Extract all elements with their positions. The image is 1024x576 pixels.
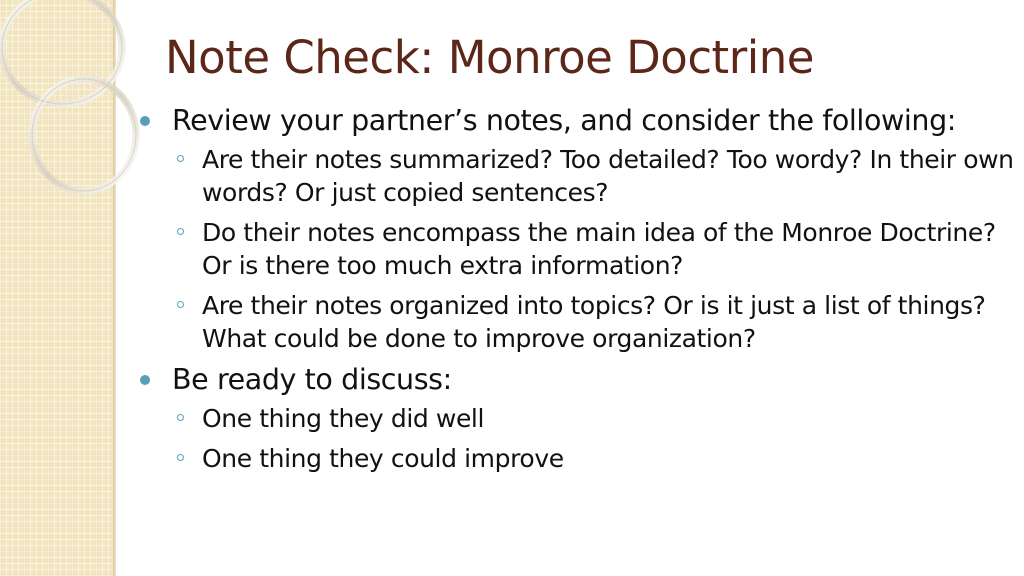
sub-bullet-item <box>172 289 1015 355</box>
sub-bullet-list <box>172 402 1015 475</box>
bullet-item <box>140 103 1015 355</box>
sub-bullet-text: Do their notes encompass the main idea of the Monroe Doctrine? Or is there too much extra information? <box>202 218 996 280</box>
slide-content <box>140 103 1015 482</box>
slide-title: Note Check: Monroe Doctrine <box>165 31 814 84</box>
sub-bullet-item <box>172 143 1015 209</box>
bullet-list <box>140 103 1015 475</box>
ring-bullet-icon <box>177 301 184 308</box>
sub-bullet-text: Are their notes summarized? Too detailed? Too wordy? In their own words? Or just copied sentences? <box>202 145 1014 207</box>
sub-bullet-item <box>172 216 1015 282</box>
sub-bullet-list <box>172 143 1015 355</box>
sub-bullet-item <box>172 442 1015 475</box>
bullet-item <box>140 362 1015 475</box>
sub-bullet-text: One thing they did well <box>202 404 485 433</box>
sub-bullet-text: One thing they could improve <box>202 444 564 473</box>
bullet-text: Review your partner’s notes, and consider the following: <box>172 104 956 137</box>
ring-bullet-icon <box>177 454 184 461</box>
sub-bullet-text: Are their notes organized into topics? Or is it just a list of things? What could be done to improve organization? <box>202 291 986 353</box>
ring-bullet-icon <box>177 414 184 421</box>
ring-bullet-icon <box>177 228 184 235</box>
ring-bullet-icon <box>177 155 184 162</box>
bullet-dot-icon <box>140 116 150 126</box>
bullet-dot-icon <box>140 375 150 385</box>
sub-bullet-item <box>172 402 1015 435</box>
bullet-text: Be ready to discuss: <box>172 363 452 396</box>
